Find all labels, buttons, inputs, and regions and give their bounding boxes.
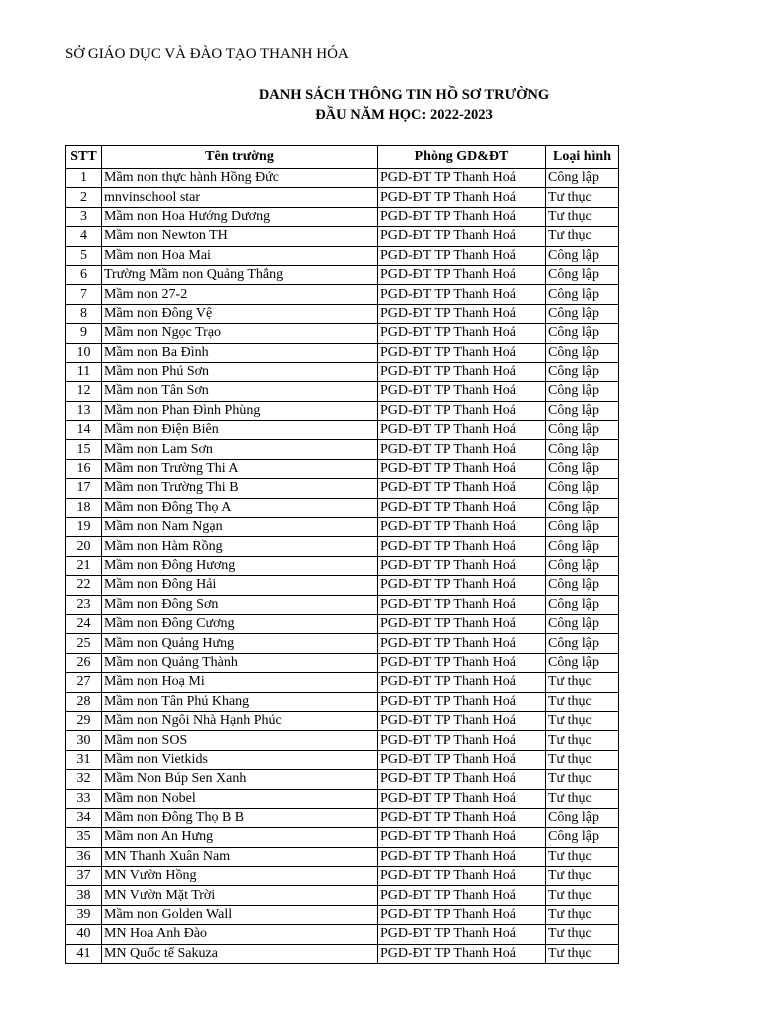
department-name: SỞ GIÁO DỤC VÀ ĐÀO TẠO THANH HÓA	[65, 46, 349, 62]
school-year-subtitle: ĐẦU NĂM HỌC: 2022-2023	[315, 107, 493, 123]
cell-school-name: Mầm non thực hành Hồng Đức	[102, 169, 378, 188]
cell-school-name: MN Vườn Mặt Trời	[102, 886, 378, 905]
cell-stt: 19	[66, 518, 102, 537]
cell-school-name: Mầm non Đông Sơn	[102, 595, 378, 614]
cell-school-name: MN Thanh Xuân Nam	[102, 847, 378, 866]
table-row	[66, 750, 619, 769]
cell-school-name: Mầm non Trường Thi B	[102, 479, 378, 498]
cell-department: PGD-ĐT TP Thanh Hoá	[378, 188, 546, 207]
cell-stt: 10	[66, 343, 102, 362]
cell-type: Công lập	[546, 653, 619, 672]
cell-school-name: Mầm non Đông Thọ A	[102, 498, 378, 517]
cell-type: Công lập	[546, 537, 619, 556]
cell-school-name: Mầm non Hoa Hướng Dương	[102, 207, 378, 226]
cell-type: Tư thục	[546, 925, 619, 944]
cell-stt: 41	[66, 944, 102, 963]
table-row	[66, 847, 619, 866]
cell-type: Tư thục	[546, 731, 619, 750]
cell-type: Công lập	[546, 285, 619, 304]
cell-type: Công lập	[546, 169, 619, 188]
cell-stt: 14	[66, 421, 102, 440]
cell-stt: 40	[66, 925, 102, 944]
cell-department: PGD-ĐT TP Thanh Hoá	[378, 750, 546, 769]
table-row	[66, 673, 619, 692]
cell-type: Công lập	[546, 304, 619, 323]
cell-department: PGD-ĐT TP Thanh Hoá	[378, 731, 546, 750]
cell-type: Tư thục	[546, 886, 619, 905]
cell-department: PGD-ĐT TP Thanh Hoá	[378, 634, 546, 653]
cell-school-name: Mầm non Nam Ngạn	[102, 518, 378, 537]
table-row	[66, 362, 619, 381]
table-row	[66, 653, 619, 672]
cell-stt: 37	[66, 867, 102, 886]
cell-department: PGD-ĐT TP Thanh Hoá	[378, 692, 546, 711]
cell-type: Công lập	[546, 343, 619, 362]
cell-stt: 35	[66, 828, 102, 847]
cell-department: PGD-ĐT TP Thanh Hoá	[378, 556, 546, 575]
cell-school-name: mnvinschool star	[102, 188, 378, 207]
table-row	[66, 518, 619, 537]
column-header-stt: STT	[66, 146, 102, 169]
cell-type: Công lập	[546, 518, 619, 537]
column-header-school-name: Tên trường	[102, 146, 378, 169]
cell-school-name: Mầm non Newton TH	[102, 227, 378, 246]
cell-type: Công lập	[546, 808, 619, 827]
cell-type: Công lập	[546, 401, 619, 420]
cell-school-name: Mầm non Tân Phú Khang	[102, 692, 378, 711]
cell-stt: 23	[66, 595, 102, 614]
cell-school-name: Mầm non Tân Sơn	[102, 382, 378, 401]
cell-department: PGD-ĐT TP Thanh Hoá	[378, 614, 546, 633]
table-row	[66, 789, 619, 808]
cell-stt: 17	[66, 479, 102, 498]
table-row	[66, 634, 619, 653]
cell-school-name: Mầm non Đông Hải	[102, 576, 378, 595]
cell-school-name: Mầm non Ba Đình	[102, 343, 378, 362]
cell-school-name: Mầm non Điện Biên	[102, 421, 378, 440]
table-row	[66, 614, 619, 633]
table-row	[66, 828, 619, 847]
document-title: DANH SÁCH THÔNG TIN HỒ SƠ TRƯỜNG	[258, 87, 550, 103]
table-row	[66, 227, 619, 246]
cell-department: PGD-ĐT TP Thanh Hoá	[378, 653, 546, 672]
cell-school-name: Mầm non 27-2	[102, 285, 378, 304]
cell-stt: 1	[66, 169, 102, 188]
table-row	[66, 905, 619, 924]
table-row	[66, 556, 619, 575]
cell-school-name: Mầm non Ngọc Trạo	[102, 324, 378, 343]
cell-department: PGD-ĐT TP Thanh Hoá	[378, 382, 546, 401]
cell-school-name: Mầm non Phú Sơn	[102, 362, 378, 381]
cell-stt: 38	[66, 886, 102, 905]
table-row	[66, 343, 619, 362]
cell-type: Tư thục	[546, 905, 619, 924]
table-row	[66, 479, 619, 498]
cell-stt: 39	[66, 905, 102, 924]
cell-type: Tư thục	[546, 227, 619, 246]
cell-stt: 36	[66, 847, 102, 866]
cell-type: Công lập	[546, 440, 619, 459]
cell-stt: 6	[66, 265, 102, 284]
cell-stt: 21	[66, 556, 102, 575]
cell-department: PGD-ĐT TP Thanh Hoá	[378, 498, 546, 517]
cell-school-name: Mầm non Phan Đình Phùng	[102, 401, 378, 420]
cell-school-name: Mầm non Quảng Hưng	[102, 634, 378, 653]
cell-department: PGD-ĐT TP Thanh Hoá	[378, 343, 546, 362]
column-header-type: Loại hình	[546, 146, 619, 169]
cell-school-name: MN Quốc tế Sakuza	[102, 944, 378, 963]
cell-stt: 11	[66, 362, 102, 381]
cell-school-name: Trường Mầm non Quảng Thắng	[102, 265, 378, 284]
cell-school-name: Mầm non Vietkids	[102, 750, 378, 769]
cell-stt: 5	[66, 246, 102, 265]
cell-type: Tư thục	[546, 770, 619, 789]
cell-department: PGD-ĐT TP Thanh Hoá	[378, 227, 546, 246]
cell-type: Công lập	[546, 421, 619, 440]
cell-school-name: Mầm non Đông Hương	[102, 556, 378, 575]
table-row	[66, 808, 619, 827]
cell-department: PGD-ĐT TP Thanh Hoá	[378, 847, 546, 866]
cell-school-name: MN Vườn Hồng	[102, 867, 378, 886]
cell-school-name: Mầm non Đông Vệ	[102, 304, 378, 323]
cell-stt: 18	[66, 498, 102, 517]
cell-department: PGD-ĐT TP Thanh Hoá	[378, 867, 546, 886]
cell-department: PGD-ĐT TP Thanh Hoá	[378, 886, 546, 905]
cell-type: Tư thục	[546, 188, 619, 207]
cell-type: Công lập	[546, 595, 619, 614]
cell-department: PGD-ĐT TP Thanh Hoá	[378, 459, 546, 478]
cell-school-name: Mầm non Đông Thọ B B	[102, 808, 378, 827]
cell-stt: 4	[66, 227, 102, 246]
table-row	[66, 304, 619, 323]
cell-type: Tư thục	[546, 673, 619, 692]
cell-stt: 13	[66, 401, 102, 420]
table-row	[66, 440, 619, 459]
cell-type: Tư thục	[546, 207, 619, 226]
cell-school-name: MN Hoa Anh Đào	[102, 925, 378, 944]
cell-school-name: Mầm non An Hưng	[102, 828, 378, 847]
table-row	[66, 944, 619, 963]
cell-department: PGD-ĐT TP Thanh Hoá	[378, 207, 546, 226]
cell-department: PGD-ĐT TP Thanh Hoá	[378, 537, 546, 556]
table-row	[66, 188, 619, 207]
table-row	[66, 731, 619, 750]
cell-stt: 33	[66, 789, 102, 808]
cell-school-name: Mầm non Hàm Rồng	[102, 537, 378, 556]
table-row	[66, 770, 619, 789]
table-row	[66, 324, 619, 343]
table-row	[66, 692, 619, 711]
table-row	[66, 595, 619, 614]
table-row	[66, 265, 619, 284]
cell-department: PGD-ĐT TP Thanh Hoá	[378, 246, 546, 265]
cell-school-name: Mầm non Đông Cương	[102, 614, 378, 633]
cell-type: Công lập	[546, 828, 619, 847]
column-header-department: Phòng GD&ĐT	[378, 146, 546, 169]
cell-type: Công lập	[546, 362, 619, 381]
cell-department: PGD-ĐT TP Thanh Hoá	[378, 401, 546, 420]
cell-school-name: Mầm non Ngôi Nhà Hạnh Phúc	[102, 711, 378, 730]
cell-stt: 31	[66, 750, 102, 769]
cell-stt: 30	[66, 731, 102, 750]
table-row	[66, 711, 619, 730]
cell-type: Tư thục	[546, 944, 619, 963]
cell-stt: 16	[66, 459, 102, 478]
cell-type: Công lập	[546, 498, 619, 517]
cell-stt: 32	[66, 770, 102, 789]
table-row	[66, 576, 619, 595]
cell-type: Tư thục	[546, 789, 619, 808]
table-row	[66, 886, 619, 905]
cell-type: Tư thục	[546, 692, 619, 711]
cell-department: PGD-ĐT TP Thanh Hoá	[378, 362, 546, 381]
cell-type: Công lập	[546, 614, 619, 633]
cell-school-name: Mầm non Nobel	[102, 789, 378, 808]
cell-type: Công lập	[546, 382, 619, 401]
cell-school-name: Mầm non SOS	[102, 731, 378, 750]
cell-department: PGD-ĐT TP Thanh Hoá	[378, 479, 546, 498]
table-row	[66, 498, 619, 517]
cell-stt: 28	[66, 692, 102, 711]
table-row	[66, 246, 619, 265]
cell-department: PGD-ĐT TP Thanh Hoá	[378, 518, 546, 537]
cell-stt: 8	[66, 304, 102, 323]
cell-stt: 25	[66, 634, 102, 653]
cell-stt: 24	[66, 614, 102, 633]
cell-school-name: Mầm non Quảng Thành	[102, 653, 378, 672]
cell-type: Công lập	[546, 634, 619, 653]
cell-stt: 3	[66, 207, 102, 226]
cell-type: Tư thục	[546, 750, 619, 769]
cell-department: PGD-ĐT TP Thanh Hoá	[378, 304, 546, 323]
cell-department: PGD-ĐT TP Thanh Hoá	[378, 925, 546, 944]
table-row	[66, 867, 619, 886]
cell-department: PGD-ĐT TP Thanh Hoá	[378, 905, 546, 924]
cell-stt: 7	[66, 285, 102, 304]
cell-type: Công lập	[546, 324, 619, 343]
cell-department: PGD-ĐT TP Thanh Hoá	[378, 440, 546, 459]
table-row	[66, 169, 619, 188]
cell-type: Công lập	[546, 459, 619, 478]
cell-school-name: Mầm non Lam Sơn	[102, 440, 378, 459]
cell-stt: 26	[66, 653, 102, 672]
cell-stt: 2	[66, 188, 102, 207]
cell-stt: 27	[66, 673, 102, 692]
cell-stt: 22	[66, 576, 102, 595]
table-row	[66, 459, 619, 478]
cell-department: PGD-ĐT TP Thanh Hoá	[378, 285, 546, 304]
cell-type: Công lập	[546, 246, 619, 265]
table-row	[66, 401, 619, 420]
cell-type: Tư thục	[546, 847, 619, 866]
table-header-row	[66, 146, 619, 169]
cell-department: PGD-ĐT TP Thanh Hoá	[378, 673, 546, 692]
cell-department: PGD-ĐT TP Thanh Hoá	[378, 828, 546, 847]
cell-department: PGD-ĐT TP Thanh Hoá	[378, 421, 546, 440]
cell-stt: 15	[66, 440, 102, 459]
cell-department: PGD-ĐT TP Thanh Hoá	[378, 711, 546, 730]
cell-department: PGD-ĐT TP Thanh Hoá	[378, 808, 546, 827]
cell-type: Tư thục	[546, 711, 619, 730]
table-row	[66, 421, 619, 440]
cell-type: Công lập	[546, 479, 619, 498]
cell-department: PGD-ĐT TP Thanh Hoá	[378, 169, 546, 188]
cell-stt: 12	[66, 382, 102, 401]
table-row	[66, 207, 619, 226]
cell-stt: 34	[66, 808, 102, 827]
cell-type: Công lập	[546, 576, 619, 595]
table-row	[66, 925, 619, 944]
cell-school-name: Mầm non Golden Wall	[102, 905, 378, 924]
cell-department: PGD-ĐT TP Thanh Hoá	[378, 770, 546, 789]
school-list-table	[65, 145, 619, 964]
cell-department: PGD-ĐT TP Thanh Hoá	[378, 789, 546, 808]
cell-school-name: Mầm Non Búp Sen Xanh	[102, 770, 378, 789]
cell-school-name: Mầm non Hoa Mai	[102, 246, 378, 265]
cell-type: Công lập	[546, 265, 619, 284]
cell-stt: 20	[66, 537, 102, 556]
table-row	[66, 537, 619, 556]
cell-stt: 9	[66, 324, 102, 343]
cell-department: PGD-ĐT TP Thanh Hoá	[378, 265, 546, 284]
cell-school-name: Mầm non Trường Thi A	[102, 459, 378, 478]
cell-school-name: Mầm non Hoạ Mi	[102, 673, 378, 692]
cell-stt: 29	[66, 711, 102, 730]
table-row	[66, 382, 619, 401]
table-body	[66, 169, 619, 964]
cell-department: PGD-ĐT TP Thanh Hoá	[378, 324, 546, 343]
cell-department: PGD-ĐT TP Thanh Hoá	[378, 576, 546, 595]
table-row	[66, 285, 619, 304]
cell-type: Công lập	[546, 556, 619, 575]
cell-type: Tư thục	[546, 867, 619, 886]
cell-department: PGD-ĐT TP Thanh Hoá	[378, 595, 546, 614]
cell-department: PGD-ĐT TP Thanh Hoá	[378, 944, 546, 963]
